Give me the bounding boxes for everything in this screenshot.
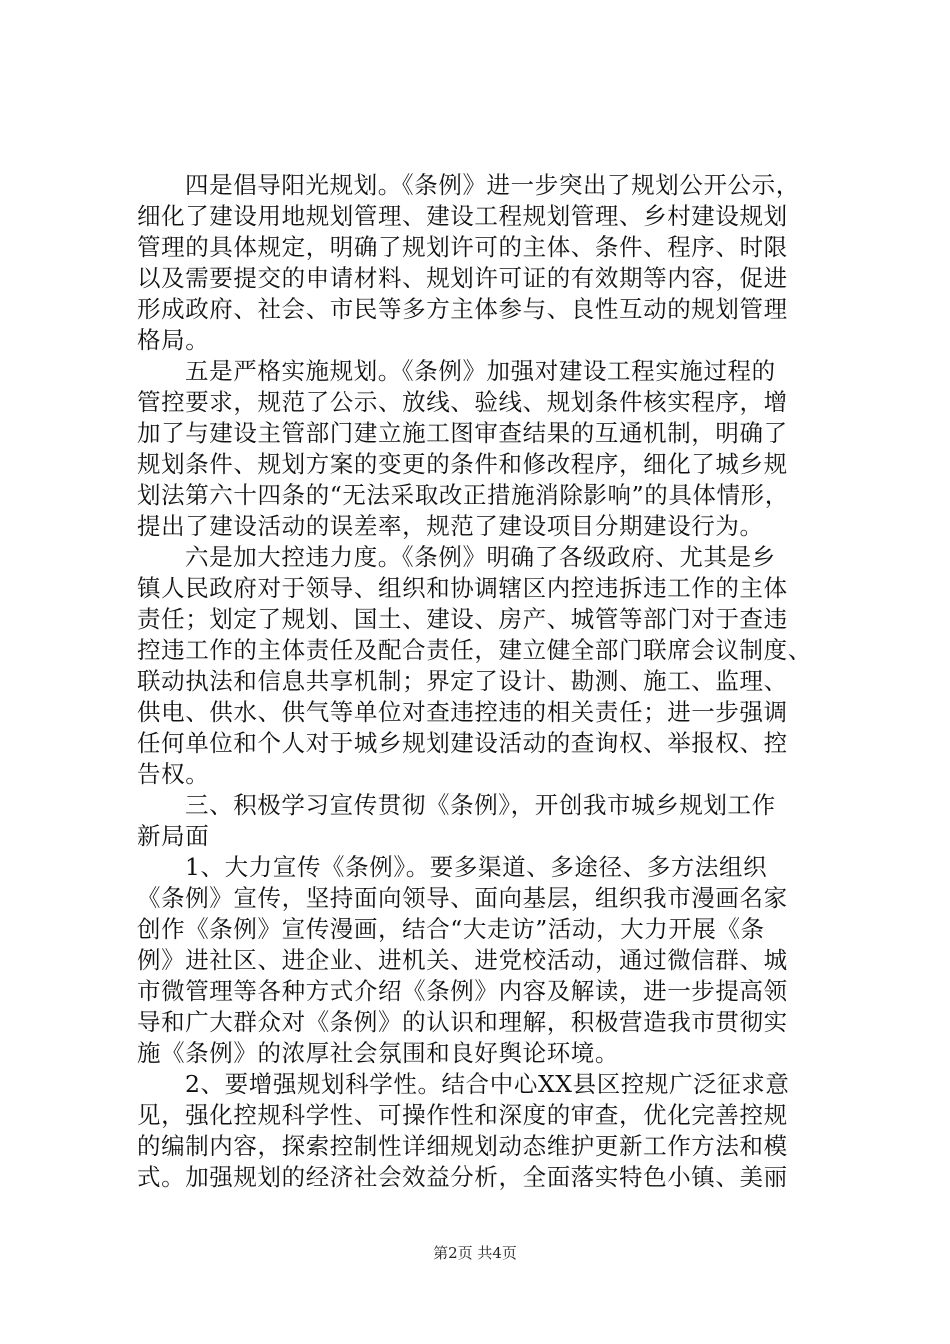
paragraph-line: 创作《条例》宣传漫画，结合“大走访”活动，大力开展《条 bbox=[137, 915, 765, 943]
paragraph-line: 提出了建设活动的误差率，规范了建设项目分期建设行为。 bbox=[137, 512, 764, 540]
paragraph-line: 以及需要提交的申请材料、规划许可证的有效期等内容，促进 bbox=[137, 264, 788, 292]
paragraph-line: 四是倡导阳光规划。《条例》进一步突出了规划公开公示， bbox=[185, 171, 800, 199]
paragraph-line: 1、大力宣传《条例》。要多渠道、多途径、多方法组织 bbox=[185, 853, 768, 881]
paragraph-line: 施《条例》的浓厚社会氛围和良好舆论环境。 bbox=[137, 1039, 619, 1067]
paragraph-line: 六是加大控违力度。《条例》明确了各级政府、尤其是乡 bbox=[185, 543, 776, 571]
document-body bbox=[137, 170, 827, 1193]
paragraph-line: 导和广大群众对《条例》的认识和理解，积极营造我市贯彻实 bbox=[137, 1008, 788, 1036]
paragraph-line: 见，强化控规科学性、可操作性和深度的审查，优化完善控规 bbox=[137, 1101, 788, 1129]
paragraph-line: 责任；划定了规划、国土、建设、房产、城管等部门对于查违 bbox=[137, 605, 788, 633]
paragraph-line: 任何单位和个人对于城乡规划建设活动的查询权、举报权、控 bbox=[137, 729, 788, 757]
paragraph-line: 式。加强规划的经济社会效益分析，全面落实特色小镇、美丽 bbox=[137, 1163, 788, 1191]
paragraph-line: 的编制内容，探索控制性详细规划动态维护更新工作方法和模 bbox=[137, 1132, 788, 1160]
paragraph-line: 管控要求，规范了公示、放线、验线、规划条件核实程序，增 bbox=[137, 388, 788, 416]
paragraph-line: 市微管理等各种方式介绍《条例》内容及解读，进一步提高领 bbox=[137, 977, 788, 1005]
paragraph-line: 联动执法和信息共享机制；界定了设计、勘测、施工、监理、 bbox=[137, 667, 788, 695]
paragraph-line: 镇人民政府对于领导、组织和协调辖区内控违拆违工作的主体 bbox=[137, 574, 788, 602]
paragraph-line: 例》进社区、进企业、进机关、进党校活动，通过微信群、城 bbox=[137, 946, 788, 974]
paragraph-line: 格局。 bbox=[137, 326, 210, 354]
paragraph-line: 控违工作的主体责任及配合责任，建立健全部门联席会议制度、 bbox=[137, 636, 812, 664]
section-heading-line: 新局面 bbox=[137, 822, 210, 850]
paragraph-line: 管理的具体规定，明确了规划许可的主体、条件、程序、时限 bbox=[137, 233, 788, 261]
paragraph-line: 2、要增强规划科学性。结合中心XX县区控规广泛征求意 bbox=[185, 1070, 790, 1098]
paragraph-line: 细化了建设用地规划管理、建设工程规划管理、乡村建设规划 bbox=[137, 202, 788, 230]
paragraph-line: 告权。 bbox=[137, 760, 210, 788]
paragraph-line: 供电、供水、供气等单位对查违控违的相关责任；进一步强调 bbox=[137, 698, 788, 726]
paragraph-line: 规划条件、规划方案的变更的条件和修改程序，细化了城乡规 bbox=[137, 450, 788, 478]
paragraph-line: 五是严格实施规划。《条例》加强对建设工程实施过程的 bbox=[185, 357, 776, 385]
paragraph-line: 形成政府、社会、市民等多方主体参与、良性互动的规划管理 bbox=[137, 295, 788, 323]
paragraph-line: 划法第六十四条的“无法采取改正措施消除影响”的具体情形， bbox=[137, 481, 789, 509]
paragraph-line: 加了与建设主管部门建立施工图审查结果的互通机制，明确了 bbox=[137, 419, 788, 447]
page-number-footer: 第2页 共4页 bbox=[433, 1244, 517, 1262]
section-heading-line: 三、积极学习宣传贯彻《条例》，开创我市城乡规划工作 bbox=[185, 791, 776, 819]
paragraph-line: 《条例》宣传，坚持面向领导、面向基层，组织我市漫画名家 bbox=[137, 884, 788, 912]
